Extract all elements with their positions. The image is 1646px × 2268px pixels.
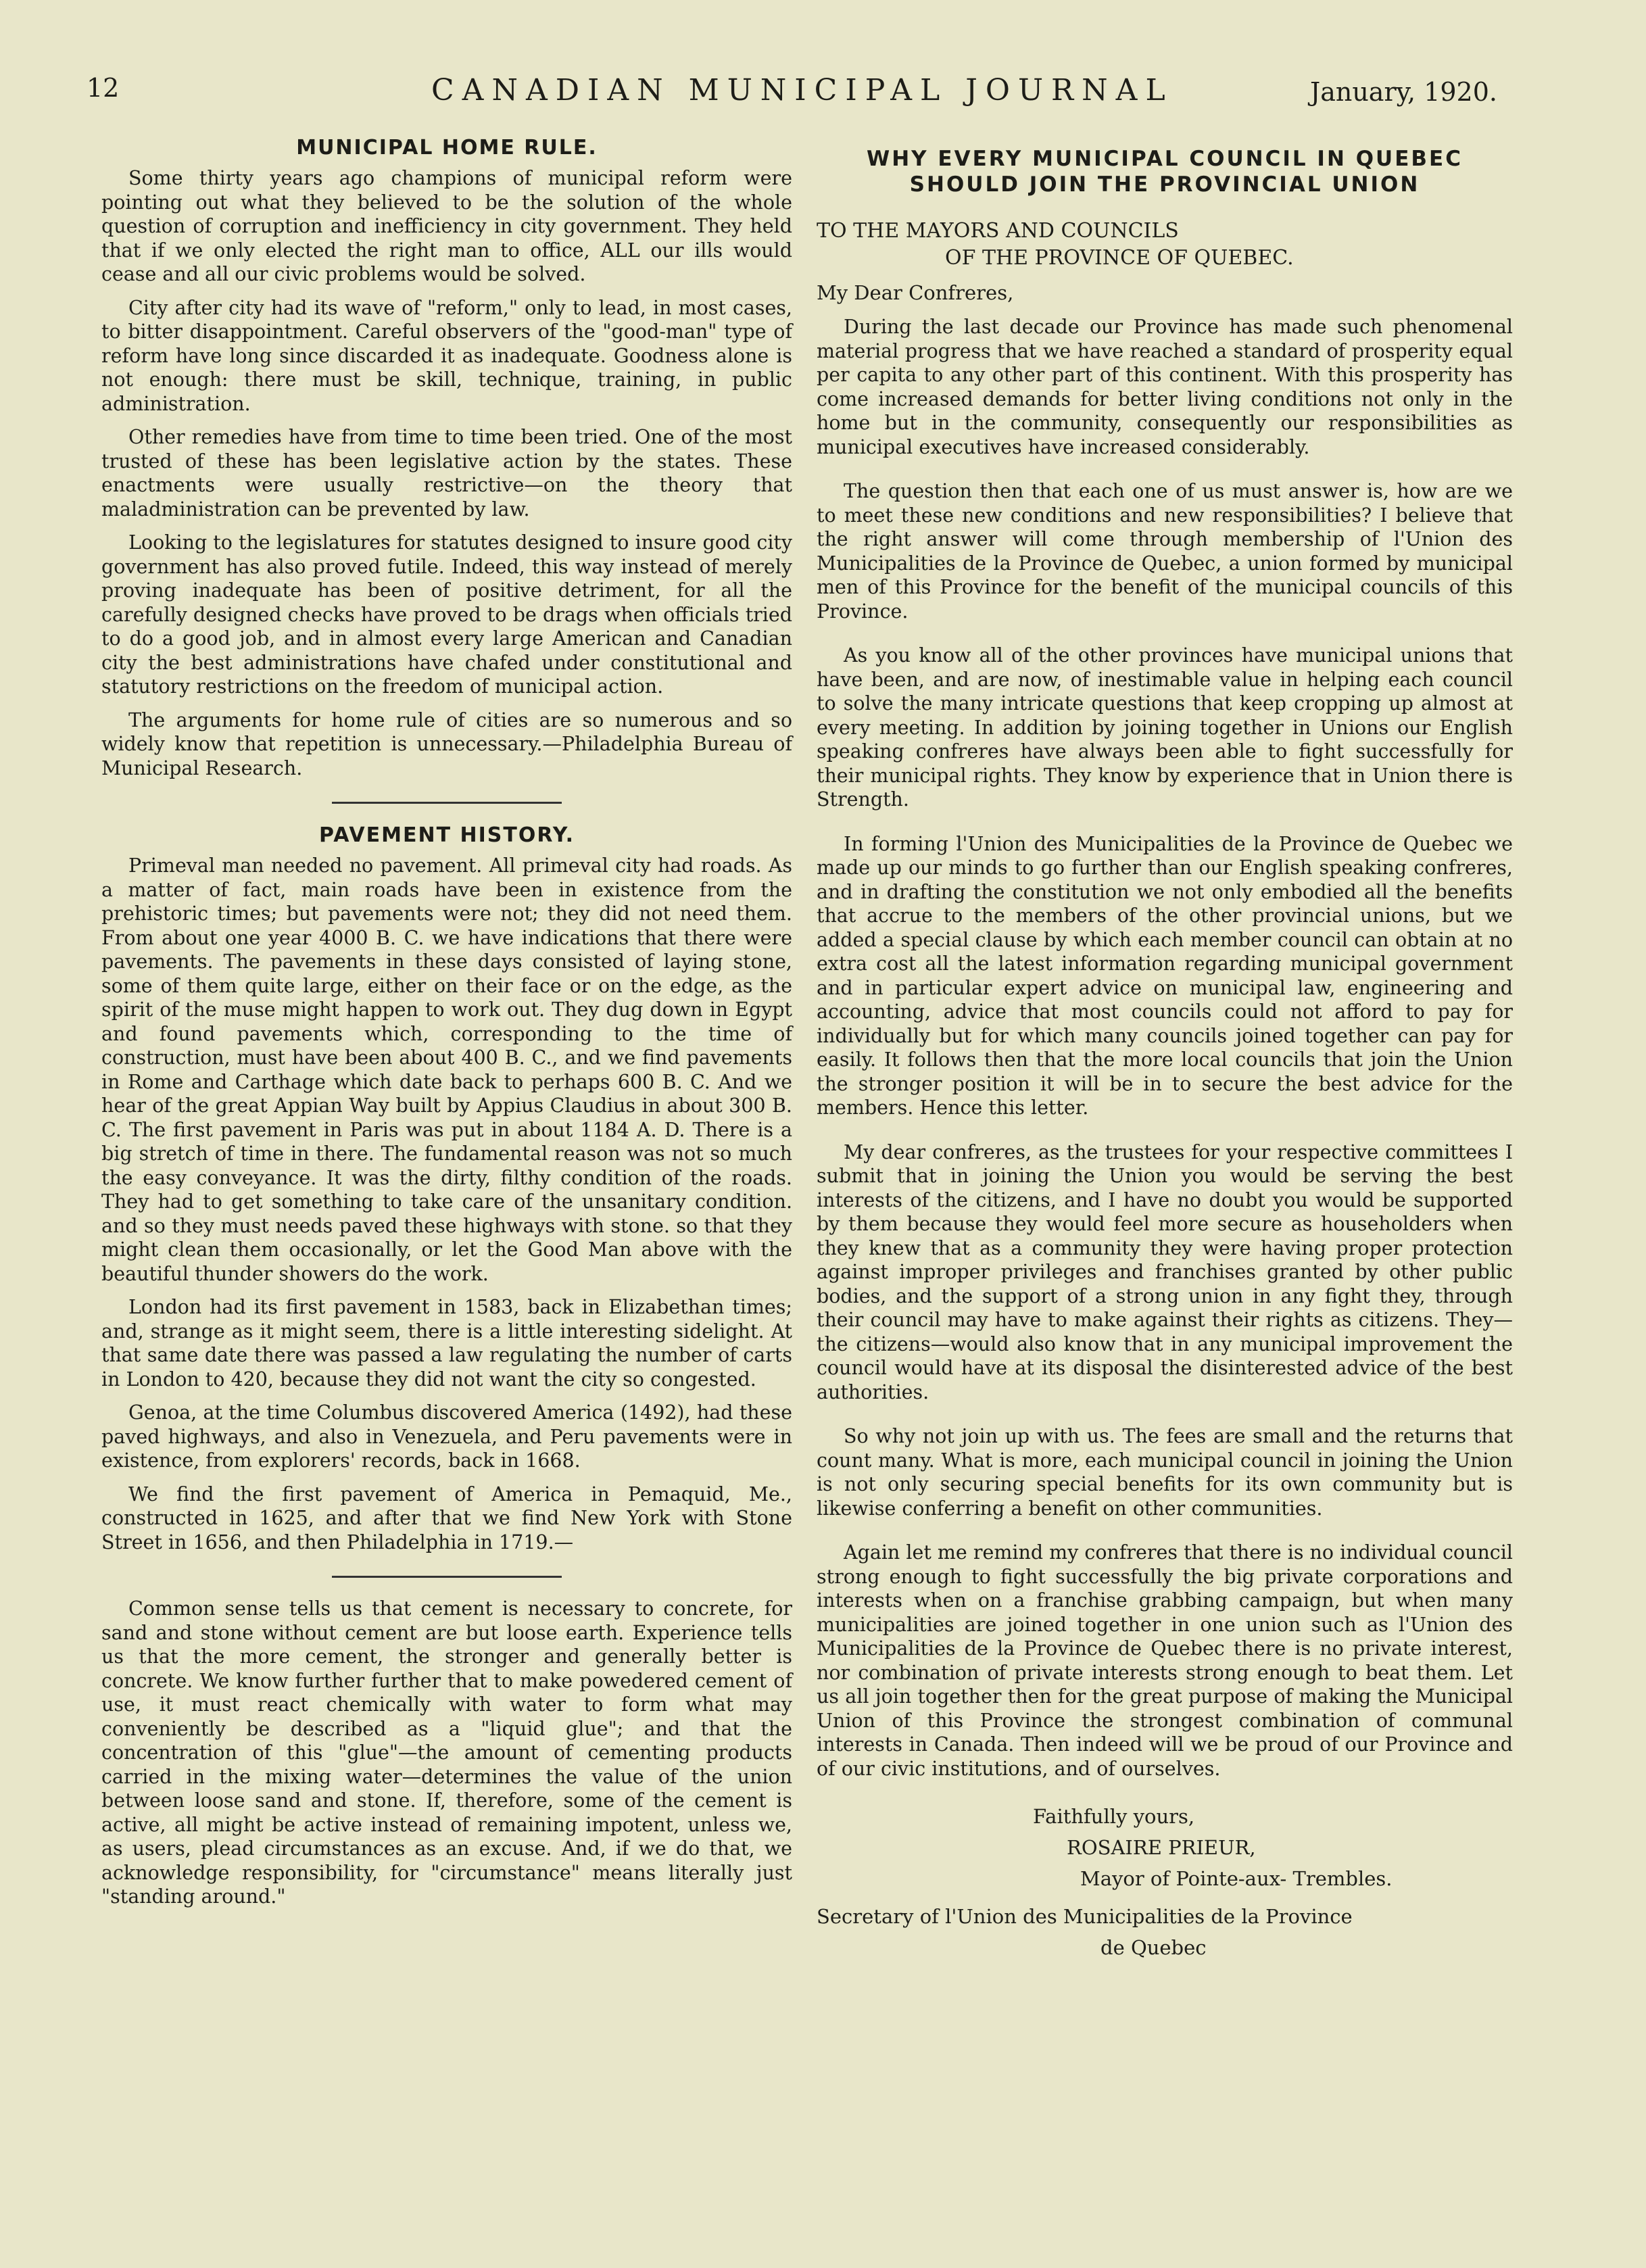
quebec-union-title: WHY EVERY MUNICIPAL COUNCIL IN QUEBEC SHOULD JOIN THE PROVINCIAL UNION — [867, 147, 1463, 197]
letter-paragraph: As you know all of the other provinces have municipal unions that have been, and are now, of inestimable value in helping each council to solve the many intricate questions that keep cropping up almost at every meeting. In addition by joining together in Unions our English speaking confreres have always been able to fight successfully for their municipal rights. They know by experience that in Union there is Strength. — [817, 644, 1513, 811]
letter-body — [817, 315, 1513, 1781]
home-rule-paragraph: City after city had its wave of "reform," only to lead, in most cases, to bitter disappointment. Careful observers of the "good-man" type of reform have long since discarded it as inadequate. Goodness alone is not enough: there must be skill, technique, training, in public administration. — [101, 296, 792, 415]
signer-name: ROSAIRE PRIEUR, — [1067, 1836, 1256, 1859]
section-divider — [332, 1576, 562, 1578]
issue-date: January, 1920. — [1309, 77, 1497, 107]
salutation — [817, 218, 1513, 272]
salutation-line: OF THE PROVINCE OF QUEBEC. — [945, 246, 1294, 270]
right-column — [817, 128, 1513, 1963]
letter-paragraph: My dear confreres, as the trustees for your respective committees I submit that in joining the Union you would be serving the best interests of the citizens, and I have no doubt you would be supported by them because they would feel more secure as householders when they knew that as a community they were having proper protection against improper privileges and franchises granted by other public bodies, and the support of a strong union in any fight they, through their council may have to make against their rights as citizens. They—the citizens—would also know that in any municipal improvement the council would have at its disposal the disinterested advice of the best authorities. — [817, 1140, 1513, 1403]
home-rule-title: MUNICIPAL HOME RULE. — [296, 136, 598, 160]
closing: Faithfully yours, — [1033, 1805, 1195, 1828]
signature-block — [817, 1801, 1513, 1963]
pavement-history-article — [101, 854, 792, 1554]
home-rule-paragraph: Looking to the legislatures for statutes designed to insure good city government has also proved futile. Indeed, this way instead of merely proving inadequate has been of positive detriment, for all the carefully designed checks have proved to be drags when officials tried to do a good job, and in almost every large American and Canadian city the best administrations have chafed under constitutional and statutory restrictions on the freedom of municipal action. — [101, 531, 792, 698]
letter-paragraph: During the last decade our Province has made such phenomenal material progress that we have reached a standard of prosperity equal per capita to any other part of this continent. With this prosperity has come increased demands for better living conditions not only in the home but in the community, consequently our responsibilities as municipal executives have increased considerably. — [817, 316, 1513, 458]
journal-title: CANADIAN MUNICIPAL JOURNAL — [431, 73, 1173, 107]
section-divider — [332, 802, 562, 804]
page-header — [87, 73, 1497, 120]
letter-paragraph: The question then that each one of us must answer is, how are we to meet these new conditions and new responsibilities? I believe that the right answer will come through membership of l'Union des Municipalities de la Province de Quebec, a union formed by municipal men of this Province for the benefit of the municipal councils of this Province. — [817, 480, 1513, 623]
home-rule-paragraph: Other remedies have from time to time been tried. One of the most trusted of these has been legislative action by the states. These enactments were usually restrictive—on the theory that maladministration can be prevented by law. — [101, 426, 792, 521]
salutation-line: TO THE MAYORS AND COUNCILS — [817, 219, 1179, 243]
secretary-line: Secretary of l'Union des Municipalities de la Province — [817, 1905, 1353, 1928]
home-rule-paragraph: The arguments for home rule of cities are so numerous and so widely know that repetition is unnecessary.—Philadelphia Bureau of Municipal Research. — [101, 708, 792, 779]
cement-paragraph: Common sense tells us that cement is necessary to concrete, for sand and stone without cement are but loose earth. Experience tells us that the more cement, the stronger and generally better is concrete. We know further further that to make powedered cement of use, it must react chemically with water to form what may conveniently be described as a "liquid glue"; and that the concentration of this "glue"—the amount of cementing products carried in the mixing water—determines the value of the union between loose sand and stone. If, therefore, some of the cement is active, all might be active instead of remaining impotent, unless we, as users, plead circumstances as an excuse. And, if we do that, we acknowledge responsibility, for "circumstance" means literally just "standing around." — [101, 1597, 792, 1908]
pavement-paragraph: We find the first pavement of America in Pemaquid, Me., constructed in 1625, and after that we find New York with Stone Street in 1656, and then Philadelphia in 1719.— — [101, 1482, 792, 1553]
pavement-history-title: PAVEMENT HISTORY. — [319, 823, 575, 847]
home-rule-article — [101, 166, 792, 780]
letter-paragraph: Again let me remind my confreres that there is no individual council strong enough to fight successfully the big private corporations and interests when on a franchise grabbing campaign, but when many municipalities are joined together in one union such as l'Union des Municipalities de la Province de Quebec there is no private interest, nor combination of private interests strong enough to beat them. Let us all join together then for the great purpose of making the Municipal Union of this Province the strongest combination of communal interests in Canada. Then indeed will we be proud of our Province and of our civic institutions, and of ourselves. — [817, 1541, 1513, 1780]
secretary-line: de Quebec — [1100, 1936, 1207, 1959]
letter-paragraph: In forming l'Union des Municipalities de la Province de Quebec we made up our minds to go further than our English speaking confreres, and in drafting the constitution we not only embodied all the benefits that accrue to the members of the other provincial unions, but we added a special clause by which each member council can obtain at no extra cost all the latest information regarding municipal government and in particular expert advice on municipal law, engineering and accounting, advice that most councils could not afford to pay for individually but for which many councils joined together can pay for easily. It follows then that the more local councils that join the Union the stronger position it will be in to secure the best advice for the members. Hence this letter. — [817, 832, 1513, 1119]
greeting: My Dear Confreres, — [817, 281, 1014, 304]
left-column — [101, 128, 792, 1919]
home-rule-paragraph: Some thirty years ago champions of municipal reform were pointing out what they believed to be the solution of the whole question of corruption and inefficiency in city government. They held that if we only elected the right man to office, ALL our ills would cease and all our civic problems would be solved. — [101, 167, 792, 285]
letter-paragraph: So why not join up with us. The fees are small and the returns that count many. What is more, each municipal council in joining the Union is not only securing special benefits for its own community but is likewise conferring a benefit on other communities. — [817, 1425, 1513, 1520]
page-number: 12 — [87, 73, 120, 103]
pavement-paragraph: Primeval man needed no pavement. All primeval city had roads. As a matter of fact, main roads have been in existence from the prehistoric times; but pavements were not; they did not need them. From about one year 4000 B. C. we have indications that there were pavements. The pavements in these days consisted of laying stone, some of them quite large, either on their face or on the edge, as the spirit of the muse might happen to work out. They dug down in Egypt and found pavements which, corresponding to the time of construction, must have been about 400 B. C., and we find pavements in Rome and Carthage which date back to perhaps 600 B. C. And we hear of the great Appian Way built by Appius Claudius in about 300 B. C. The first pavement in Paris was put in about 1184 A. D. There is a big stretch of time in there. The fundamental reason was not so much the easy conveyance. It was the dirty, filthy condition of the roads. They had to get something to take care of the unsanitary condition. and so they must needs paved these highways with stone. so that they might clean them occasionally, or let the Good Man above with the beautiful thunder showers do the work. — [101, 854, 792, 1285]
pavement-paragraph: London had its first pavement in 1583, back in Elizabethan times; and, strange as it might seem, there is a little interesting sidelight. At that same date there was passed a law regulating the number of carts in London to 420, because they did not want the city so congested. — [101, 1296, 792, 1391]
cement-article — [101, 1597, 792, 1909]
signer-title: Mayor of Pointe-aux- Trembles. — [1080, 1867, 1393, 1890]
pavement-paragraph: Genoa, at the time Columbus discovered America (1492), had these paved highways, and also in Venezuela, and Peru pavements were in existence, from explorers' records, back in 1668. — [101, 1401, 792, 1472]
